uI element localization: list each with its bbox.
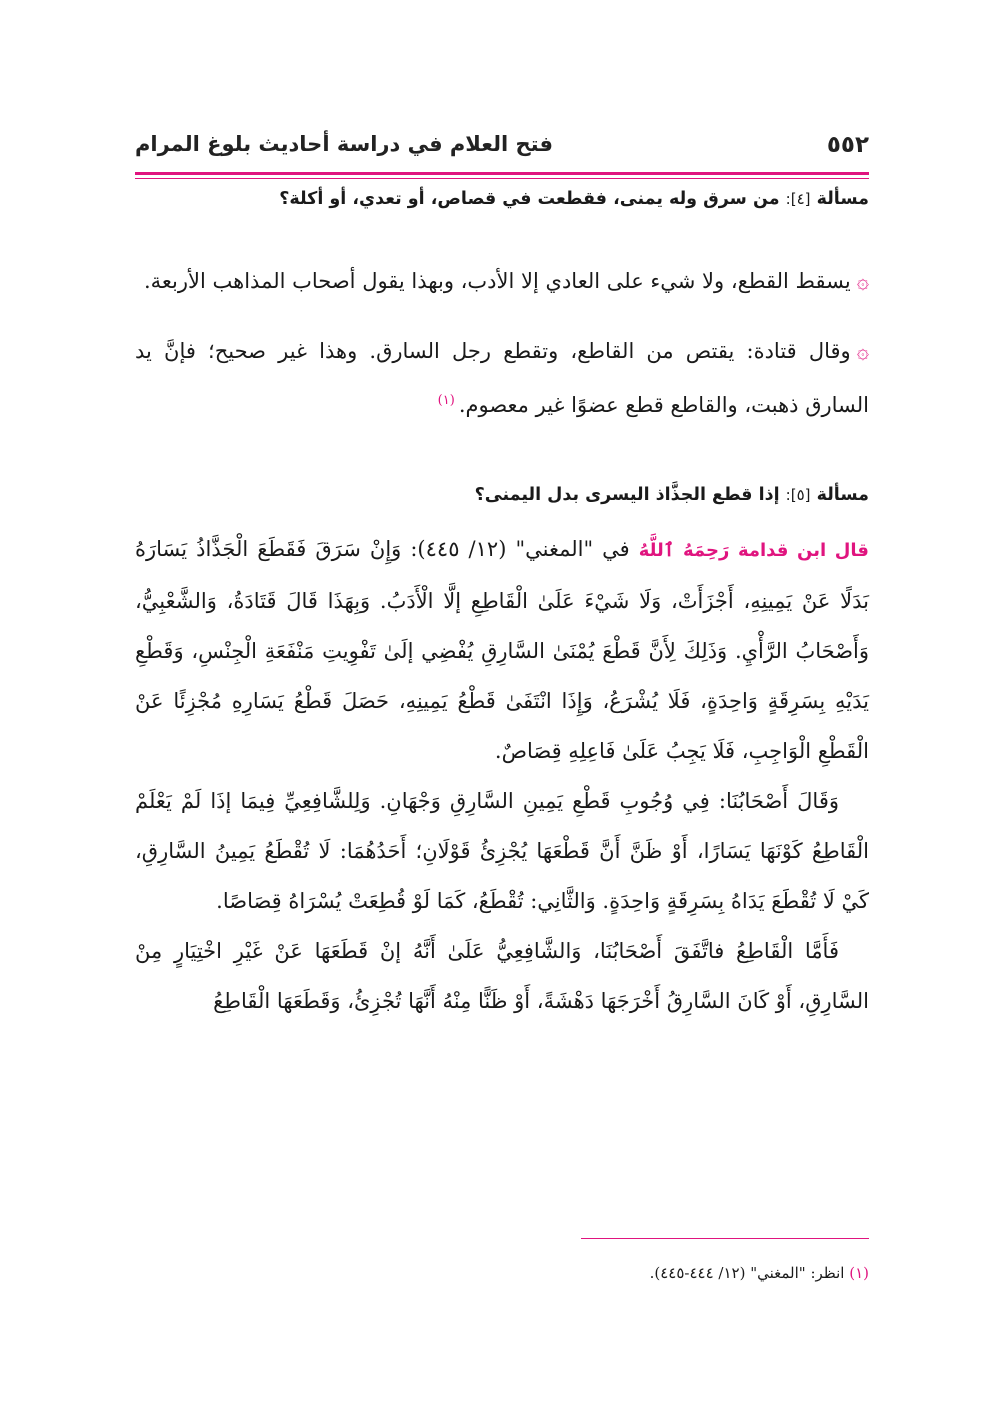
footnote-text: انظر: "المغني" (١٢/ ٤٤٤-٤٤٥). xyxy=(649,1264,845,1282)
quote-paragraph-1 xyxy=(135,524,869,776)
footnote-reference[interactable]: (١) xyxy=(437,393,455,408)
masala-4-heading xyxy=(135,186,869,212)
footnote-rule xyxy=(581,1238,869,1239)
masala-4-title: من سرق وله يمنى، فقطعت في قصاص، أو تعدي، أو أكلة؟ xyxy=(279,189,780,209)
paragraph-1 xyxy=(135,256,869,306)
masala-5-title: إذا قطع الجذَّاذ اليسرى بدل اليمنى؟ xyxy=(474,485,780,505)
masala-5-heading xyxy=(135,482,869,508)
quote-intro: في "المغني" (١٢/ ٤٤٥): xyxy=(410,537,630,561)
rosette-icon: ۞ xyxy=(856,339,869,363)
masala-5-number: [٥]: xyxy=(785,486,811,504)
header-rule-thick xyxy=(135,172,869,175)
rosette-icon: ۞ xyxy=(856,269,869,293)
quote-author: قال ابن قدامة رَحِمَهُ ٱللَّهُ xyxy=(638,540,869,561)
page-number: ٥٥٢ xyxy=(826,132,869,158)
page-header xyxy=(135,118,869,168)
paragraph-2-text: وقال قتادة: يقتص من القاطع، وتقطع رجل السارق. وهذا غير صحيح؛ فإنَّ يد السارق ذهبت، والقاطع قطع عضوًا غير معصوم. xyxy=(135,339,869,417)
header-rule-thin xyxy=(135,178,869,179)
masala-4-number: [٤]: xyxy=(785,190,811,208)
paragraph-2 xyxy=(135,326,869,430)
paragraph-1-text: يسقط القطع، ولا شيء على العادي إلا الأدب، وبهذا يقول أصحاب المذاهب الأربعة. xyxy=(143,269,851,293)
footnote-number: (١) xyxy=(849,1264,869,1282)
masala-4-label: مسألة xyxy=(816,189,869,209)
quote-paragraph-2: وَقَالَ أَصْحَابُنَا: فِي وُجُوبِ قَطْعِ يَمِينِ السَّارِقِ وَجْهَانِ. وَلِلشَّافِعِيِّ فِيمَا إذَا لَمْ يَعْلَمْ الْقَاطِعُ كَوْنَهَا يَسَارًا، أَوْ ظَنَّ أَنَّ قَطْعَهَا يُجْزِئُ قَوْلَانِ؛ أَحَدُهُمَا: لَا تُقْطَعُ يَمِينُ السَّارِقِ، كَيْ لَا تُقْطَعَ يَدَاهُ بِسَرِقَةٍ وَاحِدَةٍ. وَالثَّانِي: تُقْطَعُ، كَمَا لَوْ قُطِعَتْ يُسْرَاهُ قِصَاصًا. xyxy=(135,789,869,913)
page-body xyxy=(135,186,869,1026)
masala-5-label: مسألة xyxy=(816,485,869,505)
book-title: فتح العلام في دراسة أحاديث بلوغ المرام xyxy=(135,132,553,156)
footnote xyxy=(135,1262,869,1284)
quote-paragraph-3: فَأَمَّا الْقَاطِعُ فاتَّفَقَ أَصْحَابُنَا، وَالشَّافِعِيُّ عَلَىٰ أَنَّهُ إنْ قَطَعَهَا عَنْ غَيْرِ اخْتِيَارٍ مِنْ السَّارِقِ، أَوْ كَانَ السَّارِقُ أَخْرَجَهَا دَهْشَةً، أَوْ ظَنًّا مِنْهُ أَنَّهَا تُجْزِئُ، وَقَطَعَهَا الْقَاطِعُ xyxy=(135,939,869,1013)
quote-text-1: وَإِنْ سَرَقَ فَقَطَعَ الْجَذَّاذُ يَسَارَهُ بَدَلًا عَنْ يَمِينِهِ، أَجْزَأَتْ، وَلَا شَيْءَ عَلَىٰ الْقَاطِعِ إلَّا الْأَدَبُ. وَبِهَذَا قَالَ قَتَادَةُ، وَالشَّعْبِيُّ، وَأَصْحَابُ الرَّأْيِ. وَذَلِكَ لِأَنَّ قَطْعَ يُمْنَىٰ السَّارِقِ يُفْضِي إلَىٰ تَفْوِيتِ مَنْفَعَةِ الْجِنْسِ، وَقَطْعِ يَدَيْهِ بِسَرِقَةٍ وَاحِدَةٍ، فَلَا يُشْرَعُ، وَإِذَا انْتَفَىٰ قَطْعُ يَمِينِهِ، حَصَلَ قَطْعُ يَسَارِهِ مُجْزِئًا عَنْ الْقَطْعِ الْوَاجِبِ، فَلَا يَجِبُ عَلَىٰ فَاعِلِهِ قِصَاصٌ. xyxy=(135,537,869,763)
